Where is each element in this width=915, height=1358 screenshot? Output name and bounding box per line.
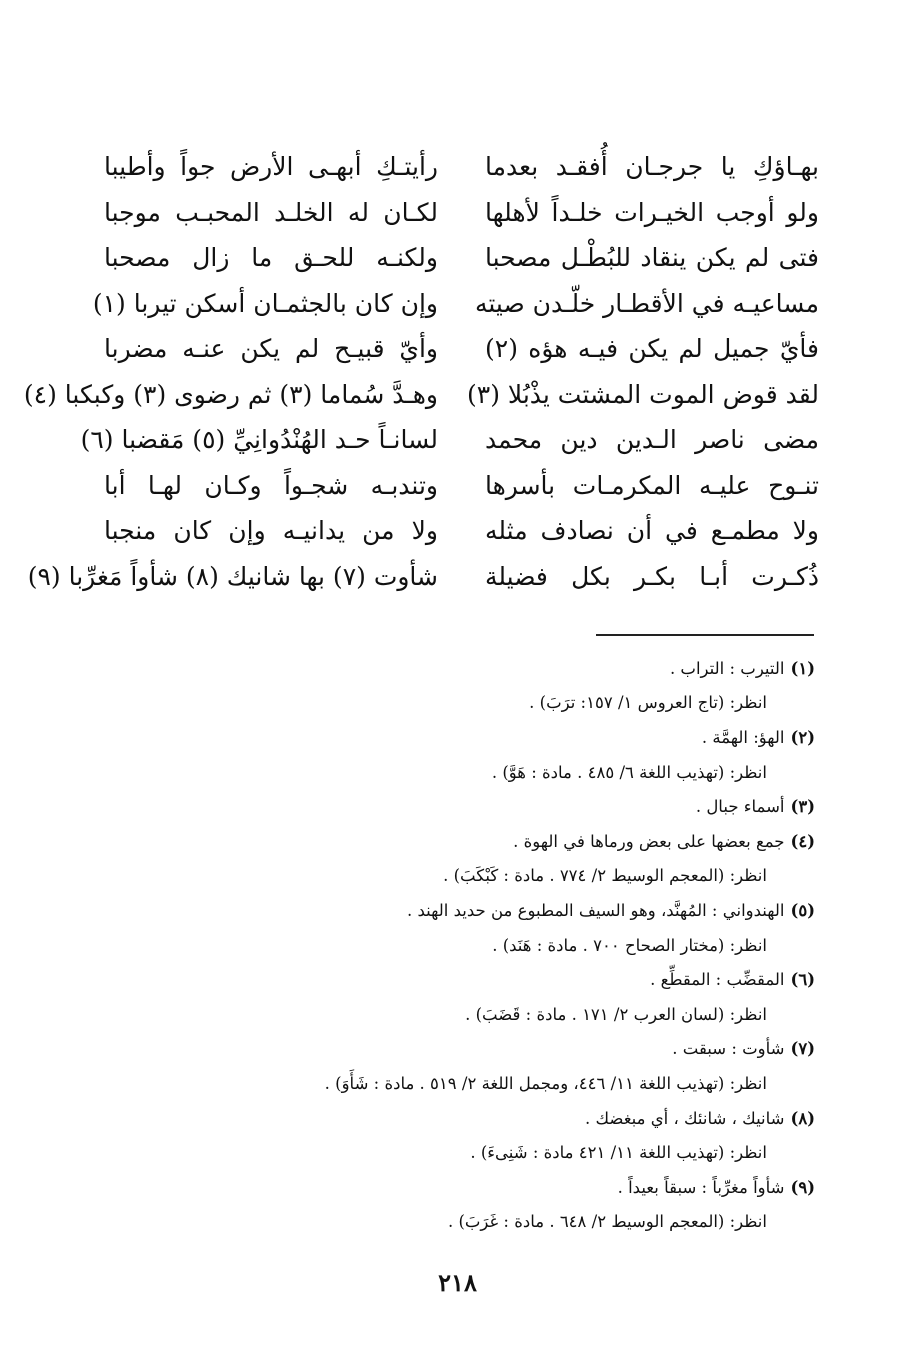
footnote-reference bbox=[215, 928, 815, 963]
footnote-reference bbox=[215, 686, 815, 721]
footnote-number: (١) bbox=[790, 658, 815, 678]
verse bbox=[104, 235, 819, 281]
footnote-number: (٣) bbox=[790, 797, 815, 817]
footnote bbox=[215, 1032, 815, 1067]
verse-first-hemistich: لقد قوض الموت المشتت يذْبُلا (٣) bbox=[467, 379, 819, 409]
verse-second-hemistich: وأيّ قبيـح لم يكن عنـه مضربا bbox=[104, 334, 438, 364]
footnote-reference bbox=[215, 1135, 815, 1170]
footnote bbox=[215, 789, 815, 824]
verse-first-hemistich: مضى ناصر الـدين دين محمد bbox=[485, 425, 819, 455]
footnote-reference bbox=[215, 997, 815, 1032]
verse bbox=[104, 190, 819, 236]
verse bbox=[92, 281, 819, 327]
footnote-reference bbox=[215, 859, 815, 894]
footnote-reference bbox=[215, 1066, 815, 1101]
verse-second-hemistich: رأيتـكِ أبهـى الأرض جواً وأطيبا bbox=[104, 152, 438, 182]
footnote-reference bbox=[215, 1205, 815, 1240]
verse bbox=[27, 554, 819, 600]
footnote-text: المقضِّب : المقطِّع . bbox=[650, 970, 785, 990]
footnote-text: شأواً مغرِّباً : سبقاً بعيداً . bbox=[617, 1177, 785, 1197]
footnote-text: انظر: (تاج العروس ١/ ١٥٧: ترَبَ) . bbox=[529, 693, 767, 713]
footnote-text: أسماء جبال . bbox=[695, 797, 785, 817]
verse-second-hemistich: لكـان له الخلـد المحبـب موجبا bbox=[104, 197, 438, 227]
footnote bbox=[215, 651, 815, 686]
verse bbox=[104, 326, 819, 372]
footnote bbox=[215, 962, 815, 997]
verse-second-hemistich: ولكنـه للحـق ما زال مصحبا bbox=[104, 243, 438, 273]
footnote-number: (٨) bbox=[790, 1108, 815, 1128]
footnotes bbox=[215, 651, 815, 1239]
footnote-text: انظر: (لسان العرب ٢/ ١٧١ . مادة : قَضَبَ) . bbox=[465, 1004, 767, 1024]
verse-second-hemistich: وتندبـه شجـواً وكـان لهـا أبا bbox=[104, 470, 438, 500]
footnote-text: شأوت : سبقت . bbox=[672, 1039, 785, 1059]
verse-first-hemistich: ولا مطمـع في أن نصادف مثله bbox=[485, 516, 819, 546]
verse-second-hemistich: لسانـاً حـد الهُنْدُوانِيِّ (٥) مَقضبا (٦) bbox=[80, 425, 438, 455]
footnote-text: انظر: (تهذيب اللغة ١١/ ٤٢١ مادة : شَنِىءَ) . bbox=[470, 1143, 767, 1163]
footnote-text: انظر: (المعجم الوسيط ٢/ ٧٧٤ . مادة : كَبْكَبَ) . bbox=[443, 866, 767, 886]
footnote-number: (٦) bbox=[790, 970, 815, 990]
verse-first-hemistich: فأيّ جميل لم يكن فيـه هؤه (٢) bbox=[485, 334, 819, 364]
verse-first-hemistich: فتى لم يكن ينقاد للبُطْـل مصحبا bbox=[485, 243, 819, 273]
footnote-number: (٤) bbox=[790, 831, 815, 851]
footnote-reference bbox=[215, 755, 815, 790]
verse-second-hemistich: شأوت (٧) بها شانيك (٨) شأواً مَغرِّبا (٩) bbox=[27, 561, 438, 591]
footnote-text: التيرب : التراب . bbox=[669, 658, 785, 678]
footnote-text: شانيك ، شانئك ، أي مبغضك . bbox=[584, 1108, 785, 1128]
verse-first-hemistich: مساعيـه في الأقطـار خلّـدن صيته bbox=[474, 288, 819, 318]
footnote bbox=[215, 893, 815, 928]
footnote bbox=[215, 824, 815, 859]
footnote-text: انظر: (مختار الصحاح ٧٠٠ . مادة : هَنَد) . bbox=[492, 935, 767, 955]
footnote-number: (٢) bbox=[790, 727, 815, 747]
verse-first-hemistich: بهـاؤكِ يا جرجـان أُفقـد بعدما bbox=[485, 152, 819, 182]
footnote-number: (٧) bbox=[790, 1039, 815, 1059]
verse bbox=[80, 417, 819, 463]
verse bbox=[104, 144, 819, 190]
footnote bbox=[215, 720, 815, 755]
page-number: ٢١٨ bbox=[438, 1268, 477, 1297]
verse-first-hemistich: ولو أوجب الخيـرات خلـداً لأهلها bbox=[485, 197, 819, 227]
footnote-text: انظر: (المعجم الوسيط ٢/ ٦٤٨ . مادة : غَرَبَ) . bbox=[447, 1212, 767, 1232]
footnote-text: الهندواني : المُهنَّد، وهو السيف المطبوع من حديد الهند . bbox=[407, 900, 785, 920]
verse bbox=[104, 508, 819, 554]
verse-second-hemistich: وهـدَّ سُماما (٣) ثم رضوى (٣) وكبكبا (٤) bbox=[23, 379, 438, 409]
footnote-number: (٥) bbox=[790, 900, 815, 920]
footnote-number: (٩) bbox=[790, 1177, 815, 1197]
footnote-text: انظر: (تهذيب اللغة ٦/ ٤٨٥ . مادة : هَوَّ) . bbox=[491, 762, 767, 782]
verse-first-hemistich: تنـوح عليـه المكرمـات بأسرها bbox=[485, 470, 819, 500]
poem bbox=[23, 144, 819, 599]
footnote bbox=[215, 1170, 815, 1205]
footnote-text: انظر: (تهذيب اللغة ١١/ ٤٤٦، ومجمل اللغة ٢/ ٥١٩ . مادة : شَأَوَ) . bbox=[324, 1073, 767, 1093]
verse-first-hemistich: ذُكـرت أبـا بكـر بكل فضيلة bbox=[485, 561, 819, 591]
footnote bbox=[215, 1101, 815, 1136]
footnote-separator bbox=[596, 634, 814, 636]
verse bbox=[23, 372, 819, 418]
footnote-text: جمع بعضها على بعض ورماها في الهوة . bbox=[513, 831, 785, 851]
verse bbox=[104, 463, 819, 509]
verse-second-hemistich: وإن كان بالجثمـان أسكن تيربا (١) bbox=[92, 288, 438, 318]
verse-second-hemistich: ولا من يدانيـه وإن كان منجبا bbox=[104, 516, 438, 546]
footnote-text: الهؤ: الهمَّة . bbox=[701, 727, 785, 747]
